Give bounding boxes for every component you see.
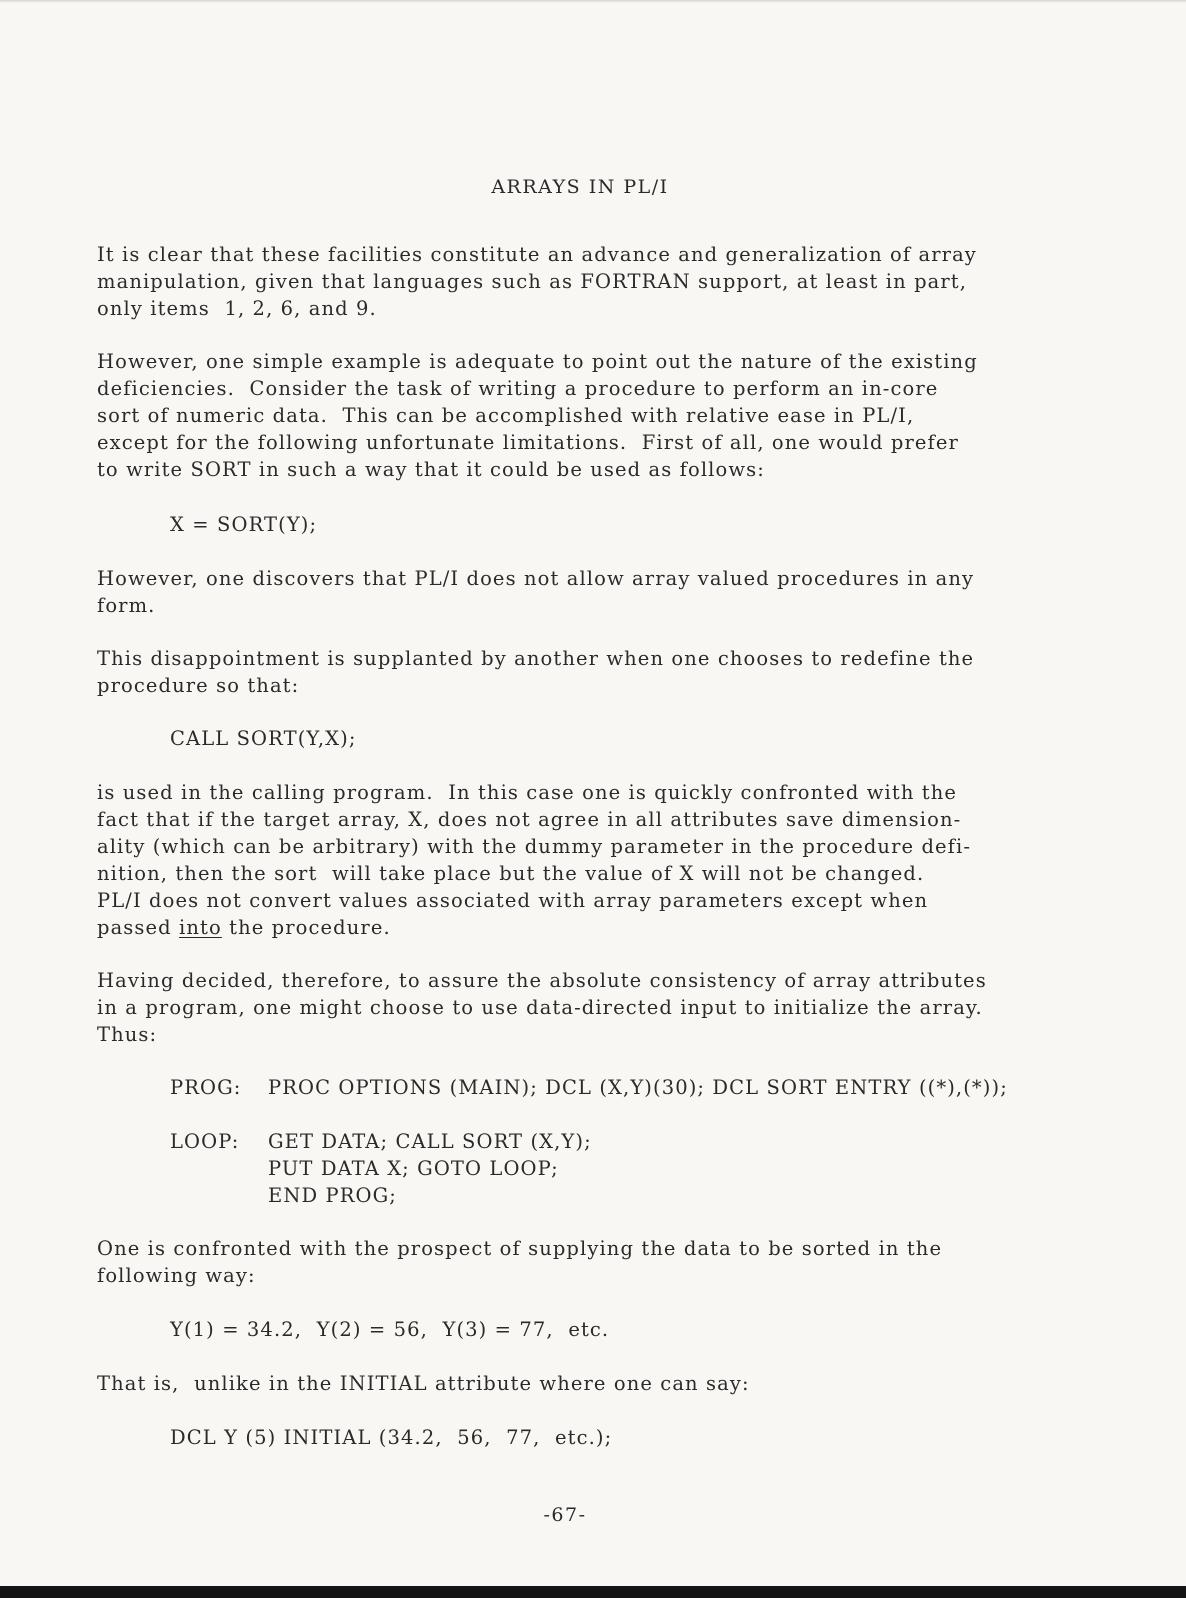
text-line: It is clear that these facilities constitute an advance and generalization of array [97, 243, 977, 266]
program-loop-block [170, 1128, 592, 1209]
text-fragment: passed [97, 916, 180, 939]
text-line: fact that if the target array, X, does not agree in all attributes save dimension- [97, 808, 962, 831]
text-line: only items 1, 2, 6, and 9. [97, 297, 377, 320]
paragraph-intro [97, 241, 1097, 322]
page-title: ARRAYS IN PL/I [491, 176, 669, 198]
paragraph-prospect [97, 1235, 1097, 1289]
code-statement: PUT DATA X; GOTO LOOP; [268, 1157, 559, 1180]
program-loop-line [170, 1182, 592, 1209]
text-line: except for the following unfortunate limitations. First of all, one would prefer [97, 431, 959, 454]
text-line: procedure so that: [97, 674, 300, 697]
text-fragment: the procedure. [221, 916, 391, 939]
text-line: deficiencies. Consider the task of writing a procedure to perform an in-core [97, 377, 939, 400]
text-line: One is confronted with the prospect of supplying the data to be sorted in the [97, 1237, 943, 1260]
program-loop-line [170, 1155, 592, 1182]
page-bottom-edge [0, 1586, 1186, 1598]
page-top-edge [0, 0, 1186, 3]
text-line: That is, unlike in the INITIAL attribute where one can say: [97, 1372, 750, 1395]
text-line: However, one discovers that PL/I does not allow array valued procedures in any [97, 567, 975, 590]
paragraph-data-directed [97, 967, 1097, 1048]
page-number: -67- [543, 1504, 587, 1526]
text-line: Having decided, therefore, to assure the absolute consistency of array attributes [97, 969, 987, 992]
text-line: to write SORT in such a way that it could be used as follows: [97, 458, 765, 481]
paragraph-calling-program [97, 779, 1097, 941]
text-line: ality (which can be arbitrary) with the dummy parameter in the procedure defi- [97, 835, 972, 858]
text-line: form. [97, 594, 156, 617]
code-statement: GET DATA; CALL SORT (X,Y); [268, 1130, 592, 1153]
program-loop-line [170, 1128, 592, 1155]
text-line: manipulation, given that languages such as FORTRAN support, at least in part, [97, 270, 968, 293]
code-example-data-input: Y(1) = 34.2, Y(2) = 56, Y(3) = 77, etc. [170, 1318, 610, 1341]
text-line: Thus: [97, 1023, 158, 1046]
text-line: nition, then the sort will take place but the value of X will not be changed. [97, 862, 925, 885]
code-example-call-sort: CALL SORT(Y,X); [170, 727, 357, 750]
text-line [97, 914, 1097, 941]
paragraph-initial-attribute [97, 1370, 1097, 1397]
paragraph-disappointment [97, 645, 1097, 699]
code-label-prog: PROG: [170, 1076, 242, 1099]
text-line: PL/I does not convert values associated with array parameters except when [97, 889, 929, 912]
text-line: following way: [97, 1264, 256, 1287]
text-line: is used in the calling program. In this case one is quickly confronted with the [97, 781, 958, 804]
text-line: in a program, one might choose to use data-directed input to initialize the array. [97, 996, 983, 1019]
text-line: However, one simple example is adequate to point out the nature of the existing [97, 350, 978, 373]
program-prog-line [170, 1074, 1008, 1101]
code-example-sort-function: X = SORT(Y); [170, 513, 318, 536]
paragraph-array-valued [97, 565, 1097, 619]
paragraph-deficiencies [97, 348, 1097, 483]
underlined-word: into [179, 916, 222, 939]
code-example-initial: DCL Y (5) INITIAL (34.2, 56, 77, etc.); [170, 1426, 613, 1449]
text-line: sort of numeric data. This can be accomplished with relative ease in PL/I, [97, 404, 915, 427]
text-line: This disappointment is supplanted by another when one chooses to redefine the [97, 647, 975, 670]
code-statement: END PROG; [268, 1184, 397, 1207]
code-statement: PROC OPTIONS (MAIN); DCL (X,Y)(30); DCL SORT ENTRY ((*),(*)); [268, 1076, 1008, 1099]
code-label-loop: LOOP: [170, 1130, 240, 1153]
